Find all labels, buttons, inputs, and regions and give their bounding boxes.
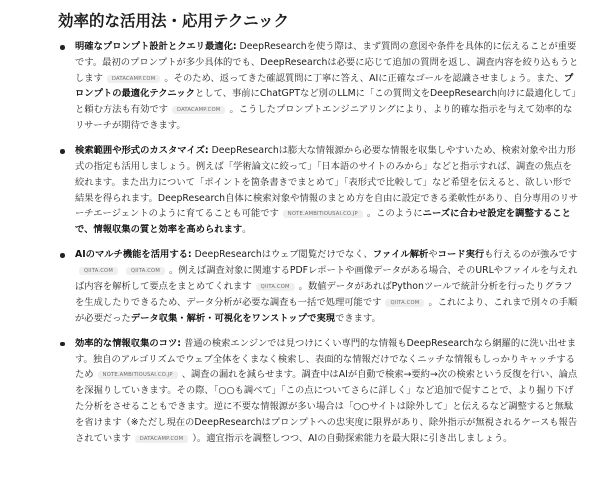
item-text: 。数値データがあればPythonツールで統計分析を行ったりグラフを生成したりできるため、データ分析が必要な調査も一括で処理可能です [75, 280, 573, 308]
citation-chip[interactable]: DATACAMP.COM [135, 435, 188, 443]
citation-chip[interactable]: QIITA.COM [385, 299, 424, 307]
item-emphasis: ニーズに合わせ設定を調整することで、情報収集の質と効率を高められます [75, 208, 571, 236]
item-lead: 明確なプロンプト設計とクエリ最適化: [75, 41, 237, 52]
item-text: DeepResearchを使う際は、まず質問の意図や条件を具体的に伝えることが重要です。最初のプロンプトが多少具体的でも、DeepResearchは必要に応じて追加の質問を返し、調査内容を絞り込もうとします [75, 41, 579, 84]
item-text: 、調査の漏れを減らせます。調査中はAIが自動で検索→要約→次の検索という反復を行い、論点を深掘りしていきます。その際、「○○も調べて」「この点についてさらに詳しく」など追加で促すことで、より掘り下げた分析をさせることもできます。逆に不要な情報源が多い場合は「○○サイトは除外して」と伝えるなど調整すると無駄を省けます（※ただし現在のDeepResearchはプロンプトへの忠実度に限界があり、除外指示が無視されるケースも報告されています [75, 369, 578, 444]
item-text: も行えるのが強みです [484, 249, 578, 261]
item-emphasis: コード実行 [437, 249, 485, 261]
item-lead: 検索範囲や形式のカスタマイズ: [75, 145, 209, 157]
item-text: 。そのため、返ってきた確認質問に丁寧に答え、AIに正確なゴールを認識させましょう。また、 [164, 72, 564, 84]
item-emphasis: データ収集・解析・可視化をワンストップで実現 [130, 312, 336, 324]
item-text: 。例えば調査対象に関連するPDFレポートや画像データがある場合、そのURLやファイルを与えれば内容を解析して要点をまとめてくれます [75, 265, 578, 292]
bullet-icon [60, 342, 65, 347]
item-text: や [428, 249, 438, 261]
item-text: 。こうしたプロンプトエンジニアリングにより、より的確な指示を与えて効率的なリサーチが期待できます。 [75, 104, 573, 131]
list-item [58, 39, 580, 134]
item-text: として、事前にChatGPTなど別のLLMに「この質問文をDeepResearch向けに最適化して」と頼む方法も有効です [75, 88, 577, 116]
citation-chip[interactable]: QIITA.COM [256, 283, 295, 291]
technique-list [58, 39, 580, 456]
item-text: DeepResearchは膨大な情報源から必要な情報を収集しやすいため、検索対象や出力形式の指定も活用しましょう。例えば「学術論文に絞って」「日本語のサイトのみから」などと指示すれば、調査の焦点を絞れます。また出力について「ポイントを箇条書きでまとめて」「表形式で比較して」など希望を伝えると、欲しい形で結果を得られます。DeepResearch自体に検索対象や情報のまとめ方を自由に設定できる柔軟性があり、自分専用のリサーチエージェントのように育てることも可能です [75, 145, 579, 220]
item-text: DeepResearchはウェブ閲覧だけでなく、 [191, 249, 373, 261]
item-text: 。このように [366, 208, 423, 220]
list-item [58, 336, 580, 447]
bullet-icon [60, 253, 65, 258]
list-item [58, 143, 580, 238]
bullet-icon [60, 149, 65, 154]
item-text: ）。適宜指示を調整しつつ、AIの自動探索能力を最大限に引き出しましょう。 [192, 432, 513, 444]
item-emphasis: プロンプトの最適化テクニック [75, 72, 574, 100]
citation-chip[interactable]: QIITA.COM [126, 267, 165, 275]
item-lead: 効率的な情報収集のコツ: [75, 337, 181, 349]
bullet-icon [60, 45, 65, 50]
item-text: 。 [242, 224, 252, 236]
item-text: できます。 [335, 312, 381, 324]
citation-chip[interactable]: DATACAMP.COM [107, 75, 160, 83]
item-text: 普通の検索エンジンでは見つけにくい専門的な情報もDeepResearchなら網羅的に洗い出せます。独自のアルゴリズムでウェブ全体をくまなく検索し、表面的な情報だけでなくニッチな情報もしっかりキャッチするため [75, 337, 577, 381]
item-emphasis: ファイル解析 [372, 249, 429, 261]
citation-chip[interactable]: DATACAMP.COM [172, 106, 225, 114]
citation-chip[interactable]: NOTE.AMBITIOUSAI.CO.JP [283, 210, 363, 218]
item-lead: AIのマルチ機能を活用する: [75, 249, 192, 261]
item-text: 。これにより、これまで別々の手順が必要だった [75, 296, 578, 324]
section-heading: 効率的な活用法・応用テクニック [58, 12, 289, 30]
list-item [58, 247, 580, 326]
citation-chip[interactable]: NOTE.AMBITIOUSAI.CO.JP [98, 371, 178, 379]
citation-chip[interactable]: QIITA.COM [79, 267, 118, 275]
